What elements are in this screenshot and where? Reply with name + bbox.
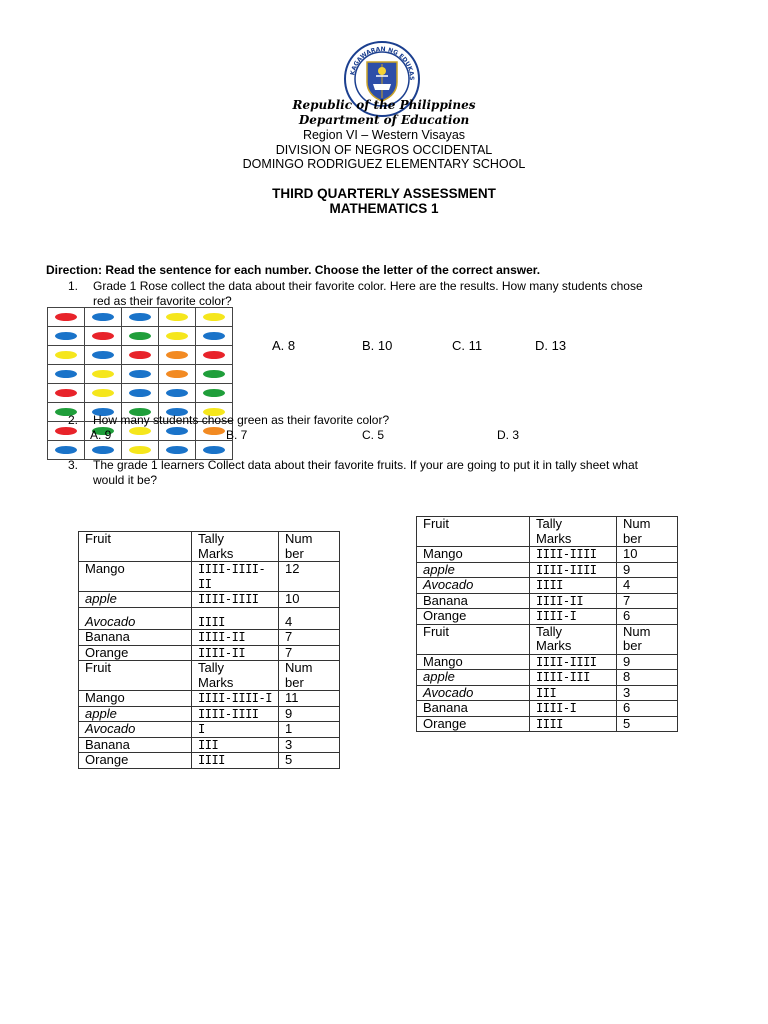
table-row — [79, 722, 340, 738]
number-cell: 3 — [279, 737, 340, 753]
table-header-row — [79, 661, 340, 691]
color-grid-cell — [85, 308, 122, 327]
color-grid-row — [48, 346, 233, 365]
division-line: DIVISION OF NEGROS OCCIDENTAL — [275, 143, 493, 157]
q2-choice-d[interactable]: D. 3 — [497, 428, 520, 442]
color-grid-cell — [196, 346, 233, 365]
color-grid-cell — [85, 327, 122, 346]
color-grid-cell — [48, 327, 85, 346]
color-oval — [129, 370, 151, 378]
color-grid-cell — [48, 384, 85, 403]
fruit-cell: Banana — [417, 593, 530, 609]
color-grid-cell — [196, 365, 233, 384]
fruit-cell: Orange — [417, 716, 530, 732]
color-grid-cell — [48, 441, 85, 460]
color-grid-cell — [85, 384, 122, 403]
table-header-row — [417, 624, 678, 654]
color-oval — [92, 446, 114, 454]
tally-cell: IIII-IIII — [192, 706, 279, 722]
color-oval — [92, 313, 114, 321]
subject-title: MATHEMATICS 1 — [329, 201, 439, 216]
region-line: Region VI – Western Visayas — [302, 128, 466, 142]
color-grid-cell — [159, 346, 196, 365]
table-row — [79, 691, 340, 707]
number-cell: 7 — [279, 645, 340, 661]
color-grid-row — [48, 365, 233, 384]
q1-choice-a[interactable]: A. 8 — [272, 338, 296, 353]
header-tally: Tally Marks — [192, 532, 279, 562]
fruit-cell: Orange — [417, 609, 530, 625]
color-oval — [129, 389, 151, 397]
color-grid-cell — [48, 403, 85, 422]
color-oval — [203, 389, 225, 397]
color-grid-cell — [122, 346, 159, 365]
table-row — [417, 685, 678, 701]
color-grid-cell — [159, 327, 196, 346]
color-grid-cell — [159, 365, 196, 384]
table-row — [79, 753, 340, 769]
q3-number: 3. — [68, 458, 79, 472]
table-row — [417, 701, 678, 717]
table-row — [79, 607, 340, 630]
header-fruit: Fruit — [79, 661, 192, 691]
color-grid-cell — [85, 365, 122, 384]
color-oval — [129, 332, 151, 340]
tally-table-right[interactable] — [416, 516, 678, 732]
color-oval — [166, 446, 188, 454]
q2-text: How many students chose green as their favorite color? — [93, 413, 390, 427]
tally-cell: I — [192, 722, 279, 738]
table-row — [417, 654, 678, 670]
department-line: Department of Education — [298, 113, 470, 127]
header-number: Num ber — [279, 532, 340, 562]
header-fruit: Fruit — [417, 624, 530, 654]
number-cell: 12 — [279, 562, 340, 592]
tally-cell: IIII — [530, 716, 617, 732]
table-row — [79, 562, 340, 592]
header-number: Num ber — [617, 517, 678, 547]
color-grid-cell — [122, 365, 159, 384]
fruit-cell: Avocado — [417, 685, 530, 701]
fruit-cell: Avocado — [79, 722, 192, 738]
color-grid-cell — [122, 384, 159, 403]
q1-text-line1: Grade 1 Rose collect the data about their favorite color. Here are the results. How many students chose — [93, 279, 643, 293]
table-row — [417, 670, 678, 686]
table-row — [417, 716, 678, 732]
fruit-cell: apple — [417, 670, 530, 686]
color-oval — [203, 313, 225, 321]
tally-cell: IIII-IIII — [530, 562, 617, 578]
fruit-cell: apple — [79, 592, 192, 608]
tally-cell: IIII-IIII-I — [192, 691, 279, 707]
number-cell: 6 — [617, 701, 678, 717]
table-row — [417, 609, 678, 625]
table-row — [417, 578, 678, 594]
color-oval — [166, 332, 188, 340]
color-grid-cell — [159, 441, 196, 460]
fruit-cell: apple — [417, 562, 530, 578]
color-grid-cell — [48, 365, 85, 384]
q2-number: 2. — [68, 413, 79, 427]
fruit-cell: Banana — [79, 737, 192, 753]
color-grid-row — [48, 308, 233, 327]
tally-cell: IIII-I — [530, 701, 617, 717]
direction-text: Direction: Read the sentence for each number. Choose the letter of the correct answer. — [46, 263, 541, 277]
tally-cell: IIII-III — [530, 670, 617, 686]
tally-cell: IIII-II — [530, 593, 617, 609]
fruit-cell: Banana — [417, 701, 530, 717]
color-grid-cell — [196, 327, 233, 346]
tally-cell: IIII — [192, 607, 279, 630]
tally-table-left[interactable] — [78, 531, 340, 769]
color-oval — [129, 313, 151, 321]
assessment-title: THIRD QUARTERLY ASSESSMENT — [272, 186, 496, 201]
q2-choice-c[interactable]: C. 5 — [362, 428, 385, 442]
tally-cell: III — [192, 737, 279, 753]
number-cell: 10 — [617, 547, 678, 563]
color-oval — [166, 313, 188, 321]
tally-cell: IIII-II — [192, 645, 279, 661]
tally-cell: IIII — [192, 753, 279, 769]
tally-cell: IIII-IIII — [192, 592, 279, 608]
tally-cell: IIII-II — [192, 630, 279, 646]
color-grid-cell — [159, 384, 196, 403]
number-cell: 7 — [617, 593, 678, 609]
color-grid-cell — [159, 308, 196, 327]
number-cell: 5 — [279, 753, 340, 769]
color-oval — [203, 370, 225, 378]
color-oval — [55, 446, 77, 454]
number-cell: 5 — [617, 716, 678, 732]
color-oval — [55, 313, 77, 321]
color-oval — [55, 370, 77, 378]
q1-choice-b[interactable]: B. 10 — [362, 338, 393, 353]
header-tally: Tally Marks — [530, 624, 617, 654]
number-cell: 6 — [617, 609, 678, 625]
number-cell: 4 — [279, 607, 340, 630]
q1-text-line2: red as their favorite color? — [93, 294, 232, 308]
fruit-cell: apple — [79, 706, 192, 722]
header-fruit: Fruit — [417, 517, 530, 547]
table-row — [417, 547, 678, 563]
number-cell: 3 — [617, 685, 678, 701]
tally-cell: IIII-IIII — [530, 654, 617, 670]
table-row — [417, 562, 678, 578]
color-oval — [55, 332, 77, 340]
number-cell: 9 — [279, 706, 340, 722]
table-row — [79, 737, 340, 753]
fruit-cell: Mango — [417, 654, 530, 670]
table-row — [417, 593, 678, 609]
q2-choice-b[interactable]: B. 7 — [226, 428, 248, 442]
color-grid-cell — [196, 384, 233, 403]
tally-cell: IIII-IIII-II — [192, 562, 279, 592]
table-row — [79, 592, 340, 608]
color-oval — [92, 332, 114, 340]
color-grid-cell — [48, 422, 85, 441]
color-oval — [92, 351, 114, 359]
tally-cell: IIII-I — [530, 609, 617, 625]
color-oval — [92, 370, 114, 378]
color-grid-cell — [85, 346, 122, 365]
number-cell: 8 — [617, 670, 678, 686]
fruit-cell: Mango — [417, 547, 530, 563]
table-row — [79, 645, 340, 661]
q3-text-line1: The grade 1 learners Collect data about their favorite fruits. If your are going to put it in tally sheet what — [93, 458, 638, 472]
color-oval — [55, 351, 77, 359]
tally-cell: IIII — [530, 578, 617, 594]
number-cell: 9 — [617, 654, 678, 670]
color-oval — [129, 446, 151, 454]
school-line: DOMINGO RODRIGUEZ ELEMENTARY SCHOOL — [242, 157, 526, 171]
q1-number: 1. — [68, 279, 79, 293]
color-grid-cell — [122, 441, 159, 460]
number-cell: 7 — [279, 630, 340, 646]
tally-cell: III — [530, 685, 617, 701]
color-grid-cell — [122, 327, 159, 346]
number-cell: 11 — [279, 691, 340, 707]
fruit-cell: Orange — [79, 753, 192, 769]
table-header-row — [417, 517, 678, 547]
header-tally: Tally Marks — [192, 661, 279, 691]
q1-choice-d[interactable]: D. 13 — [535, 338, 567, 353]
color-oval — [92, 389, 114, 397]
header-tally: Tally Marks — [530, 517, 617, 547]
color-grid-cell — [48, 308, 85, 327]
color-grid-cell — [85, 441, 122, 460]
q3-text-line2: would it be? — [93, 473, 158, 487]
favorite-color-grid — [47, 307, 233, 460]
header-number: Num ber — [279, 661, 340, 691]
seal-text: KAGAWARAN NG EDUKAS — [349, 45, 416, 81]
color-grid-row — [48, 441, 233, 460]
republic-line: Republic of the Philippines — [292, 98, 476, 112]
fruit-cell: Avocado — [79, 607, 192, 630]
color-grid-cell — [196, 308, 233, 327]
color-oval — [129, 351, 151, 359]
fruit-cell: Mango — [79, 562, 192, 592]
table-row — [79, 706, 340, 722]
color-oval — [55, 389, 77, 397]
color-oval — [203, 332, 225, 340]
color-grid-cell — [122, 308, 159, 327]
table-header-row — [79, 532, 340, 562]
color-grid-row — [48, 327, 233, 346]
number-cell: 1 — [279, 722, 340, 738]
q1-choice-c[interactable]: C. 11 — [452, 338, 483, 353]
color-oval — [203, 351, 225, 359]
color-oval — [166, 351, 188, 359]
q2-choice-a[interactable]: A. 9 — [90, 428, 112, 442]
header-number: Num ber — [617, 624, 678, 654]
header-fruit: Fruit — [79, 532, 192, 562]
number-cell: 10 — [279, 592, 340, 608]
number-cell: 4 — [617, 578, 678, 594]
color-grid-row — [48, 384, 233, 403]
fruit-cell: Orange — [79, 645, 192, 661]
color-oval — [203, 446, 225, 454]
color-grid-cell — [196, 441, 233, 460]
fruit-cell: Mango — [79, 691, 192, 707]
number-cell: 9 — [617, 562, 678, 578]
color-oval — [166, 389, 188, 397]
table-row — [79, 630, 340, 646]
fruit-cell: Banana — [79, 630, 192, 646]
color-grid-cell — [48, 346, 85, 365]
fruit-cell: Avocado — [417, 578, 530, 594]
tally-cell: IIII-IIII — [530, 547, 617, 563]
color-oval — [166, 370, 188, 378]
